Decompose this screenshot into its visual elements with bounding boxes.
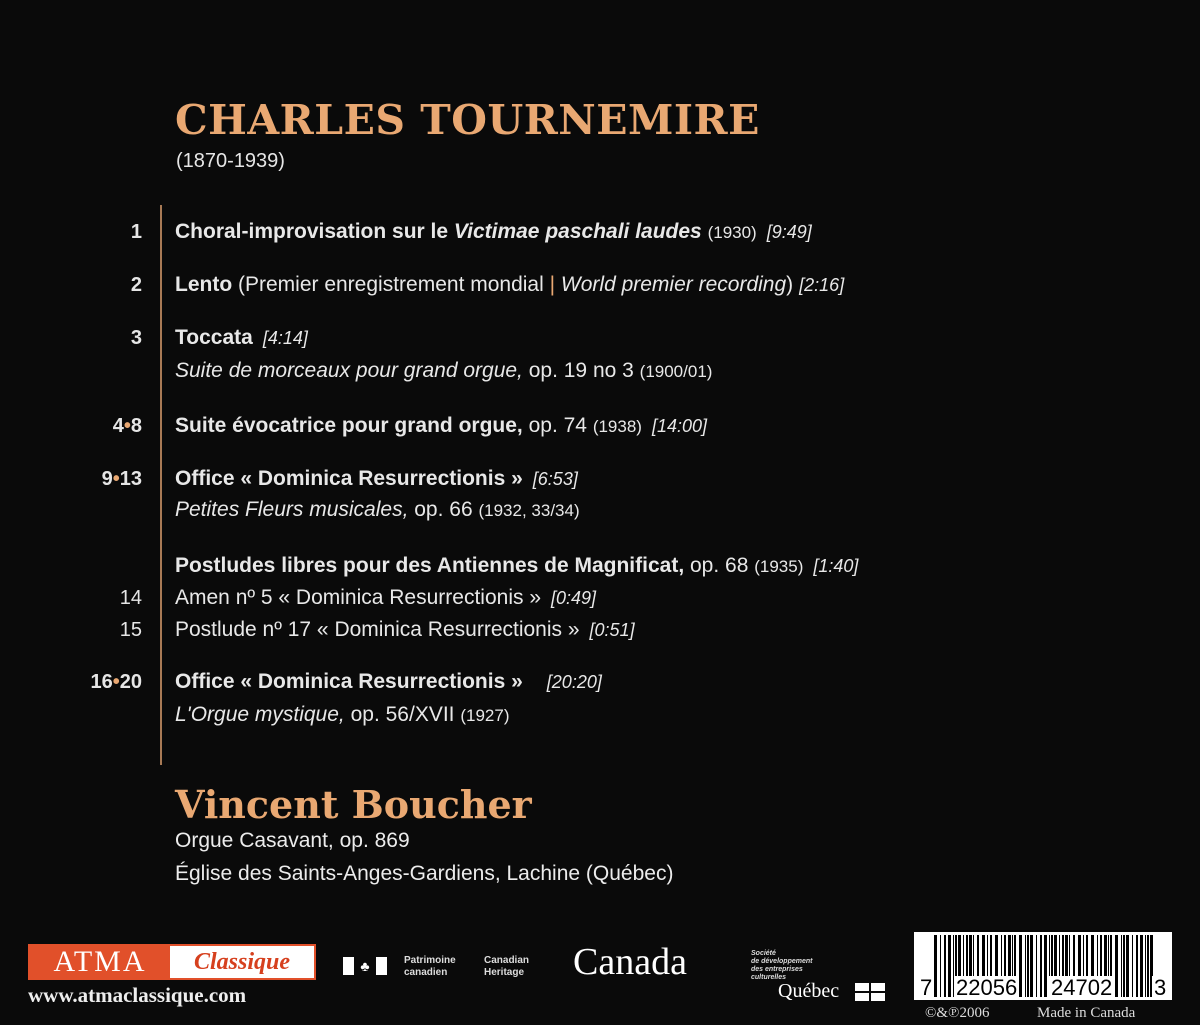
barcode-bar xyxy=(1126,935,1129,997)
quebec-wordmark: Québec xyxy=(778,980,840,1002)
barcode-bar xyxy=(1140,935,1143,997)
track-title: Toccata [4:14] xyxy=(175,326,308,349)
canada-wordmark: Canada xyxy=(573,941,687,983)
track-subtitle: Suite de morceaux pour grand orgue, op. 19 no 3 (1900/01) xyxy=(175,359,713,382)
barcode-bar xyxy=(1036,935,1037,997)
track-title: Postlude nº 17 « Dominica Resurrectionis » [0:51] xyxy=(175,618,635,641)
heritage-en: Canadian Heritage xyxy=(484,955,530,978)
barcode-bar xyxy=(1019,935,1022,997)
barcode-bars xyxy=(914,932,1172,1000)
barcode-bar xyxy=(1115,935,1118,997)
track-number: 3 xyxy=(130,327,142,349)
barcode-bar xyxy=(940,935,941,997)
barcode-bar xyxy=(1147,935,1149,997)
barcode-bar xyxy=(934,935,937,997)
track-title: Choral-improvisation sur le Victimae paschali laudes (1930) [9:49] xyxy=(175,220,812,243)
barcode-bar xyxy=(1025,935,1026,997)
barcode-bar xyxy=(948,935,951,997)
track-title: Suite évocatrice pour grand orgue, op. 74 (1938) [14:00] xyxy=(175,414,707,437)
track-number: 16•20 xyxy=(90,671,142,693)
track-number: 9•13 xyxy=(101,468,142,490)
instrument: Orgue Casavant, op. 869 xyxy=(175,829,410,852)
atma-logo: ATMA Classique xyxy=(28,944,316,980)
barcode-bar xyxy=(1132,935,1133,997)
canada-flag-icon: ♣ xyxy=(343,957,387,975)
barcode: 7 22056 24702 3 xyxy=(914,932,1172,1000)
barcode-bar xyxy=(1121,935,1122,997)
made-in: Made in Canada xyxy=(1037,1005,1136,1021)
track-number: 14 xyxy=(119,587,142,609)
barcode-bar xyxy=(944,935,946,997)
divider-line xyxy=(160,205,162,765)
track-number: 1 xyxy=(130,221,142,243)
barcode-bar xyxy=(1044,935,1047,997)
track-title: Office « Dominica Resurrectionis » [6:53] xyxy=(175,467,578,490)
work-title: Postludes libres pour des Antiennes de Magnificat, op. 68 (1935) [1:40] xyxy=(175,554,859,577)
track-number: 15 xyxy=(119,619,142,641)
barcode-bar xyxy=(1123,935,1125,997)
track-title: Lento (Premier enregistrement mondial | World premier recording) [2:16] xyxy=(175,273,845,296)
venue: Église des Saints-Anges-Gardiens, Lachine (Québec) xyxy=(175,862,674,885)
track-subtitle: Petites Fleurs musicales, op. 66 (1932, 33/34) xyxy=(175,498,580,521)
track-subtitle: L'Orgue mystique, op. 56/XVII (1927) xyxy=(175,703,510,726)
barcode-bar xyxy=(1040,935,1042,997)
barcode-bar xyxy=(1145,935,1146,997)
heritage-fr: Patrimoine canadien xyxy=(404,955,456,978)
barcode-bar xyxy=(1136,935,1138,997)
track-number: 2 xyxy=(130,274,142,296)
website: www.atmaclassique.com xyxy=(28,983,247,1007)
track-title: Office « Dominica Resurrectionis » [20:20] xyxy=(175,670,602,693)
composer-dates: (1870-1939) xyxy=(176,150,285,172)
quebec-flag-icon xyxy=(855,983,885,1001)
track-number: 4•8 xyxy=(112,415,142,437)
barcode-bar xyxy=(1027,935,1029,997)
composer-name: CHARLES TOURNEMIRE xyxy=(175,96,760,144)
copyright: ©&℗2006 xyxy=(925,1005,990,1021)
track-title: Amen nº 5 « Dominica Resurrectionis » [0:49] xyxy=(175,586,597,609)
performer-name: Vincent Boucher xyxy=(175,782,532,827)
barcode-bar xyxy=(1030,935,1033,997)
sodec-text: Société de développement des entreprises culturelles xyxy=(751,950,813,981)
